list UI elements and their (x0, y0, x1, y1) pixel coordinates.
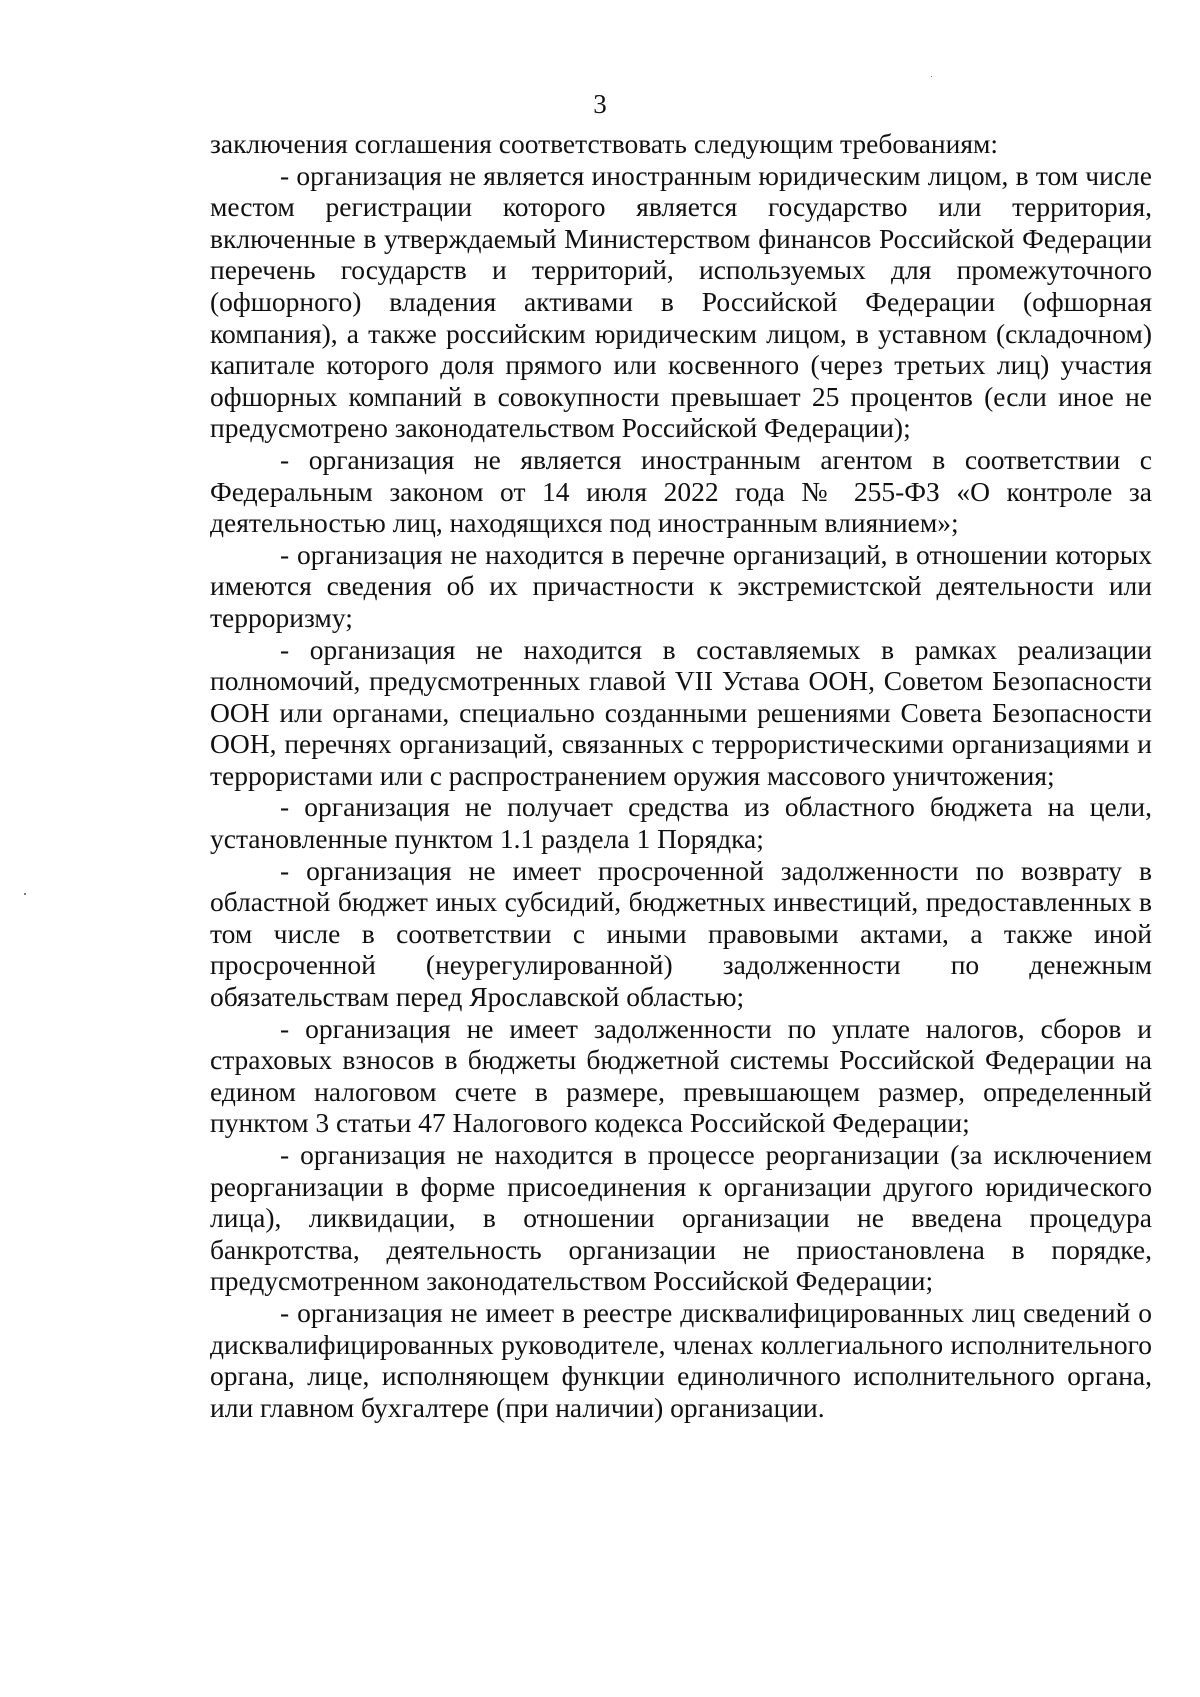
page-number: 3 (593, 89, 607, 119)
requirement-no-regional-funds: - организация не получает средства из областного бюджета на цели, установленные пунктом 1.1 раздела 1 Порядка; (210, 791, 1152, 855)
requirement-extremism-list: - организация не находится в перечне организаций, в отношении которых имеются сведения об их причастности к экстремистской деятельности или терроризму; (210, 538, 1152, 633)
scan-speck (931, 76, 932, 77)
requirement-no-reorganization: - организация не находится в процессе реорганизации (за исключением реорганизации в форме присоединения к организации другого юридического лица), ликвидации, в отношении организации не введена процедура банкротства, деятельность организации не приостановлена в порядке, предусмотренном законодательством Российской Федерации; (210, 1139, 1152, 1297)
requirement-foreign-agent: - организация не является иностранным агентом в соответствии с Федеральным законом от 14 июля 2022 года № 255-ФЗ «О контроле за деятельностью лиц, находящихся под иностранным влиянием»; (210, 443, 1152, 539)
continuation-paragraph: заключения соглашения соответствовать следующим требованиям: (210, 128, 999, 159)
requirement-un-sanctions-list: - организация не находится в составляемых в рамках реализации полномочий, предусмотренных главой VII Устава ООН, Советом Безопасности ООН или органами, специально созданными решениями Совета Безопасности ООН, перечнях организаций, связанных с террористическими организациями и террористами или с распространением оружия массового уничтожения; (210, 633, 1152, 791)
scan-speck (24, 893, 26, 895)
document-body (210, 128, 1152, 1423)
requirement-no-tax-debt: - организация не имеет задолженности по уплате налогов, сборов и страховых взносов в бюджеты бюджетной системы Российской Федерации на едином налоговом счете в размере, превышающем размер, определенный пунктом 3 статьи 47 Налогового кодекса Российской Федерации; (210, 1012, 1152, 1139)
requirement-no-overdue-debt: - организация не имеет просроченной задолженности по возврату в областной бюджет иных субсидий, бюджетных инвестиций, предоставленных в том числе в соответствии с иными правовыми актами, а также иной просроченной (неурегулированной) задолженности по денежным обязательствам перед Ярославской областью; (210, 854, 1152, 1013)
requirement-no-disqualified-persons: - организация не имеет в реестре дисквалифицированных лиц сведений о дисквалифицированных руководителе, членах коллегиального исполнительного органа, лице, исполняющем функции единоличного исполнительного органа, или главном бухгалтере (при наличии) организации. (210, 1296, 1152, 1423)
requirement-offshore: - организация не является иностранным юридическим лицом, в том числе местом регистрации которого является государство или территория, включенные в утверждаемый Министерством финансов Российской Федерации перечень государств и территорий, используемых для промежуточного (офшорного) владения активами в Российской Федерации (офшорная компания), а также российским юридическим лицом, в уставном (складочном) капитале которого доля прямого или косвенного (через третьих лиц) участия офшорных компаний в совокупности превышает 25 процентов (если иное не предусмотрено законодательством Российской Федерации); (210, 159, 1152, 444)
